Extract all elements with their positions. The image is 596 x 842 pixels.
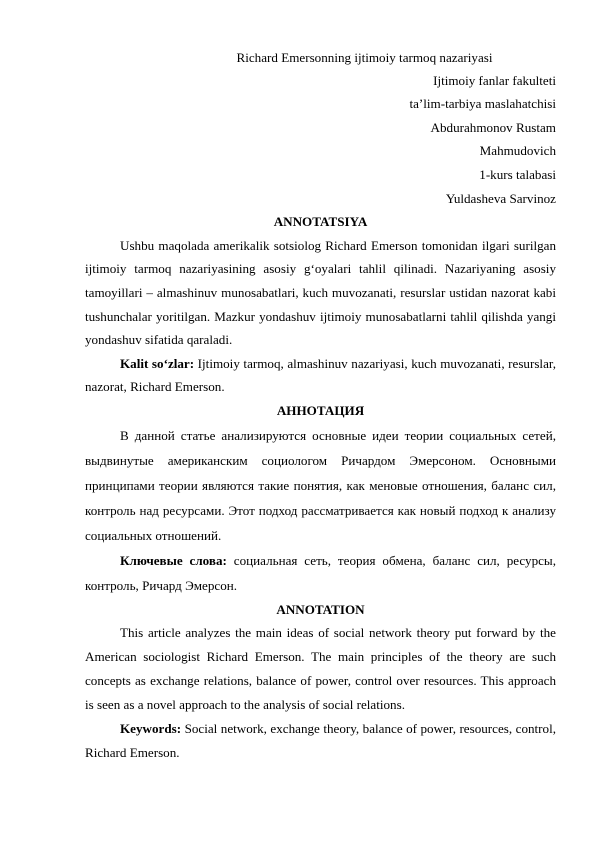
- en-keywords-text: Social network, exchange theory, balance of power, resources, control, Richard Emerson.: [85, 721, 556, 761]
- author-course: 1-kurs talabasi: [479, 166, 556, 182]
- author-faculty: Ijtimoiy fanlar fakulteti: [433, 72, 556, 88]
- uz-keywords-text: Ijtimoiy tarmoq, almashinuv nazariyasi, kuch muvozanati, resurslar, nazorat, Richard Emerson.: [85, 355, 556, 395]
- author-name-2: Yuldasheva Sarvinoz: [445, 190, 556, 206]
- ru-keywords-label: Ключевые слова:: [120, 552, 227, 568]
- en-annotation-heading: ANNOTATION: [276, 601, 365, 617]
- en-keywords: [85, 717, 556, 765]
- en-keywords-label: Keywords:: [120, 721, 182, 737]
- author-block: [85, 69, 556, 211]
- ru-abstract: В данной статье анализируются основные идеи теории социальных сетей, выдвинутые американским социологом Ричардом Эмерсоном. Основными принципами теории являются такие понятия, как меновые отношения, баланс сил, контроль над ресурсами. Этот подход рассматривается как новый подход к анализу социальных отношений.: [85, 427, 556, 543]
- author-name-1: Abdurahmonov Rustam: [430, 119, 556, 135]
- en-abstract: This article analyzes the main ideas of social network theory put forward by the American sociologist Richard Emerson. The main principles of the theory are such concepts as exchange relations, balance of power, control over resources. This approach is seen as a novel approach to the analysis of social relations.: [85, 625, 556, 713]
- document-page: [85, 48, 556, 765]
- ru-keywords: [85, 548, 556, 598]
- uz-abstract: Ushbu maqolada amerikalik sotsiolog Richard Emerson tomonidan ilgari surilgan ijtimoiy tarmoq nazariyasining asosiy g‘oyalari tahlil qilinadi. Nazariyaning asosiy tamoyillari – almashinuv munosabatlari, kuch muvozanati, resurslar ustidan nazorat kabi tushunchalar yoritilgan. Mazkur yondashuv ijtimoiy munosabatlarni tahlil qilishda yangi yondashuv sifatida qaraladi.: [85, 237, 556, 348]
- author-patronymic-1: Mahmudovich: [479, 143, 556, 159]
- article-title: Richard Emersonning ijtimoiy tarmoq nazariyasi: [236, 50, 493, 65]
- uz-annotation-heading: ANNOTATSIYA: [273, 214, 368, 230]
- uz-keywords: [85, 352, 556, 399]
- author-position: ta’lim-tarbiya maslahatchisi: [409, 96, 556, 112]
- ru-annotation-heading: АННОТАЦИЯ: [276, 402, 365, 418]
- ru-keywords-text: социальная сеть, теория обмена, баланс сил, ресурсы, контроль, Ричард Эмерсон.: [85, 552, 557, 593]
- uz-keywords-label: Kalit so‘zlar:: [120, 355, 195, 371]
